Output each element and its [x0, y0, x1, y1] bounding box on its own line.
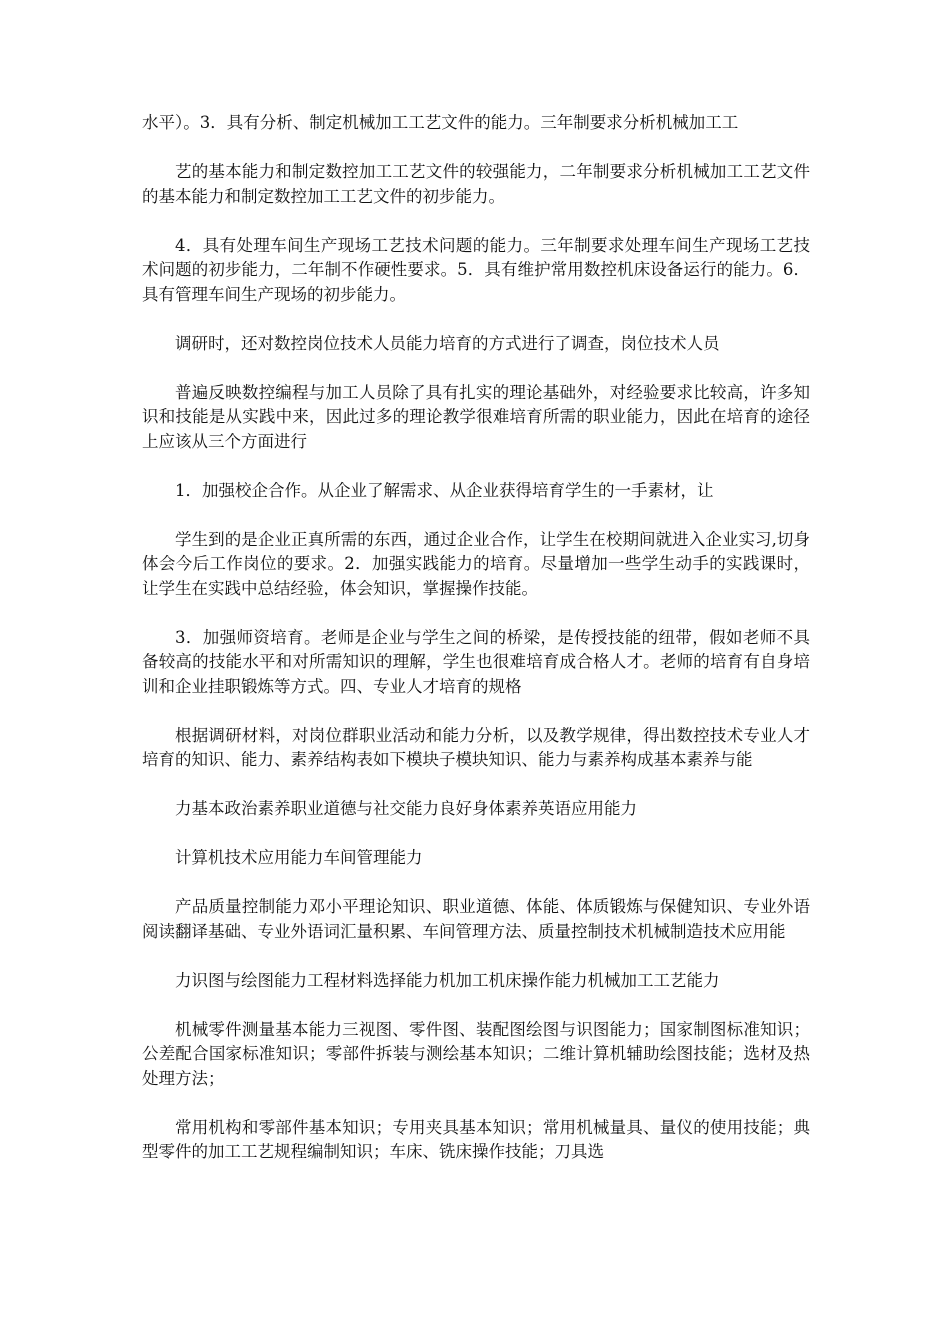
paragraph-10: 力基本政治素养职业道德与社交能力良好身体素养英语应用能力	[175, 799, 637, 818]
paragraph-15: 常用机构和零部件基本知识；专用夹具基本知识；常用机械量具、量仪的使用技能；典型零件的加工工艺规程编制知识；车床、铣床操作技能；刀具选	[142, 1117, 810, 1161]
paragraph-3: 4．具有处理车间生产现场工艺技术问题的能力。三年制要求处理车间生产现场工艺技术问题的初步能力，二年制不作硬性要求。5．具有维护常用数控机床设备运行的能力。6．具有管理车间生产现场的初步能力。	[142, 235, 810, 304]
paragraph-5: 普遍反映数控编程与加工人员除了具有扎实的理论基础外，对经验要求比较高，许多知识和技能是从实践中来，因此过多的理论教学很难培育所需的职业能力，因此在培育的途径上应该从三个方面进行	[142, 382, 810, 451]
paragraph-8: 3．加强师资培育。老师是企业与学生之间的桥梁，是传授技能的纽带，假如老师不具备较高的技能水平和对所需知识的理解，学生也很难培育成合格人才。老师的培育有自身培训和企业挂职锻炼等方式。四、专业人才培育的规格	[142, 627, 810, 696]
paragraph-9: 根据调研材料，对岗位群职业活动和能力分析，以及教学规律，得出数控技术专业人才培育的知识、能力、素养结构表如下模块子模块知识、能力与素养构成基本素养与能	[142, 725, 810, 769]
paragraph-12: 产品质量控制能力邓小平理论知识、职业道德、体能、体质锻炼与保健知识、专业外语阅读翻译基础、专业外语词汇量积累、车间管理方法、质量控制技术机械制造技术应用能	[142, 897, 810, 941]
document-body	[142, 111, 810, 1189]
paragraph-13: 力识图与绘图能力工程材料选择能力机加工机床操作能力机械加工工艺能力	[175, 970, 720, 990]
paragraph-1: 水平）。3．具有分析、制定机械加工工艺文件的能力。三年制要求分析机械加工工	[142, 113, 739, 132]
paragraph-11: 计算机技术应用能力车间管理能力	[175, 848, 423, 867]
paragraph-7: 学生到的是企业正真所需的东西，通过企业合作，让学生在校期间就进入企业实习,切身体会今后工作岗位的要求。2．加强实践能力的培育。尽量增加一些学生动手的实践课时，让学生在实践中总结经验，体会知识，掌握操作技能。	[142, 529, 810, 598]
paragraph-14: 机械零件测量基本能力三视图、零件图、装配图绘图与识图能力；国家制图标准知识；公差配合国家标准知识；零部件拆装与测绘基本知识；二维计算机辅助绘图技能；选材及热处理方法；	[142, 1019, 810, 1088]
paragraph-4: 调研时，还对数控岗位技术人员能力培育的方式进行了调查，岗位技术人员	[175, 333, 720, 353]
paragraph-6: 1．加强校企合作。从企业了解需求、从企业获得培育学生的一手素材，让	[175, 480, 714, 500]
paragraph-2: 艺的基本能力和制定数控加工工艺文件的较强能力，二年制要求分析机械加工工艺文件的基本能力和制定数控加工工艺文件的初步能力。	[142, 162, 810, 206]
